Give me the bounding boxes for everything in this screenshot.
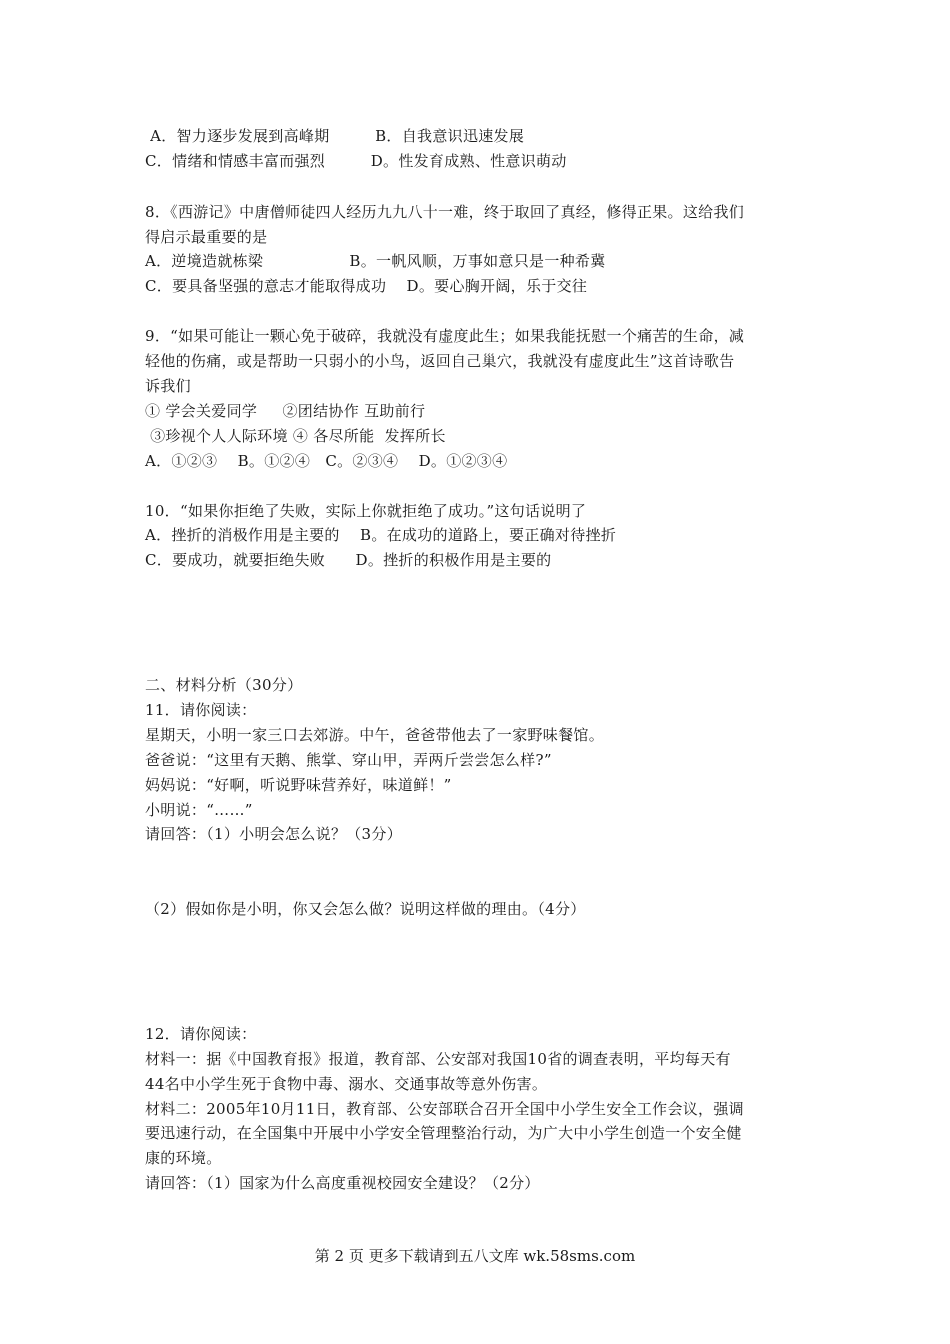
q9-stem-line-2: 轻他的伤痛，或是帮助一只弱小的小鸟，返回自己巢穴，我就没有虚度此生”这首诗歌告 (145, 352, 735, 370)
q8-options-line-2: C．要具备坚强的意志才能取得成功 D。要心胸开阔，乐于交往 (145, 277, 588, 295)
q9-stem-line-3: 诉我们 (145, 377, 191, 395)
q8-stem-line-1: 8．《西游记》中唐僧师徒四人经历九九八十一难，终于取回了真经，修得正果。这给我们 (145, 203, 745, 221)
q11-question-1: 请回答：（1）小明会怎么说？（3分） (145, 825, 402, 843)
q11-line-3: 爸爸说：“这里有天鹅、熊掌、穿山甲，弄两斤尝尝怎么样?” (145, 751, 552, 769)
q11-question-2: （2）假如你是小明，你又会怎么做？说明这样做的理由。（4分） (145, 900, 586, 918)
q12-line-2: 材料一：据《中国教育报》报道，教育部、公安部对我国10省的调查表明，平均每天有 (145, 1050, 731, 1068)
q12-line-3: 44名中小学生死于食物中毒、溺水、交通事故等意外伤害。 (145, 1075, 548, 1093)
q8-options-line-1: A．逆境造就栋梁 B。一帆风顺，万事如意只是一种希冀 (145, 252, 606, 270)
q12-question-1: 请回答：（1）国家为什么高度重视校园安全建设？（2分） (145, 1174, 540, 1192)
q10-stem: 10．“如果你拒绝了失败，实际上你就拒绝了成功。”这句话说明了 (145, 502, 587, 520)
q9-items-line-2: ③珍视个人人际环境 ④ 各尽所能 发挥所长 (145, 427, 446, 445)
q7-options-line-1: A．智力逐步发展到高峰期 B．自我意识迅速发展 (145, 127, 525, 145)
q9-options: A．①②③ B。①②④ C。②③④ D。①②③④ (145, 452, 508, 470)
q8-stem-line-2: 得启示最重要的是 (145, 228, 268, 246)
q11-line-1: 11．请你阅读： (145, 701, 257, 719)
section-2-heading: 二、材料分析（30分） (145, 676, 303, 694)
q10-options-line-1: A．挫折的消极作用是主要的 B。在成功的道路上，要正确对待挫折 (145, 526, 617, 544)
q12-line-5: 要迅速行动，在全国集中开展中小学安全管理整治行动，为广大中小学生创造一个安全健 (145, 1124, 742, 1142)
q12-line-6: 康的环境。 (145, 1149, 222, 1167)
q9-items-line-1: ① 学会关爱同学 ②团结协作 互助前行 (145, 402, 426, 420)
q12-line-4: 材料二：2005年10月11日，教育部、公安部联合召开全国中小学生安全工作会议，强调 (145, 1100, 744, 1118)
q7-options-line-2: C．情绪和情感丰富而强烈 D。性发育成熟、性意识萌动 (145, 152, 567, 170)
q9-stem-line-1: 9．“如果可能让一颗心免于破碎，我就没有虚度此生；如果我能抚慰一个痛苦的生命，减 (145, 327, 745, 345)
q12-line-1: 12．请你阅读： (145, 1025, 257, 1043)
q10-options-line-2: C．要成功，就要拒绝失败 D。挫折的积极作用是主要的 (145, 551, 552, 569)
q11-line-5: 小明说：“……” (145, 801, 253, 819)
page-footer: 第 2 页 更多下载请到五八文库 wk.58sms.com (314, 1247, 636, 1265)
q11-line-4: 妈妈说：“好啊，听说野味营养好，味道鲜！” (145, 776, 452, 794)
q11-line-2: 星期天，小明一家三口去郊游。中午，爸爸带他去了一家野味餐馆。 (145, 726, 605, 744)
